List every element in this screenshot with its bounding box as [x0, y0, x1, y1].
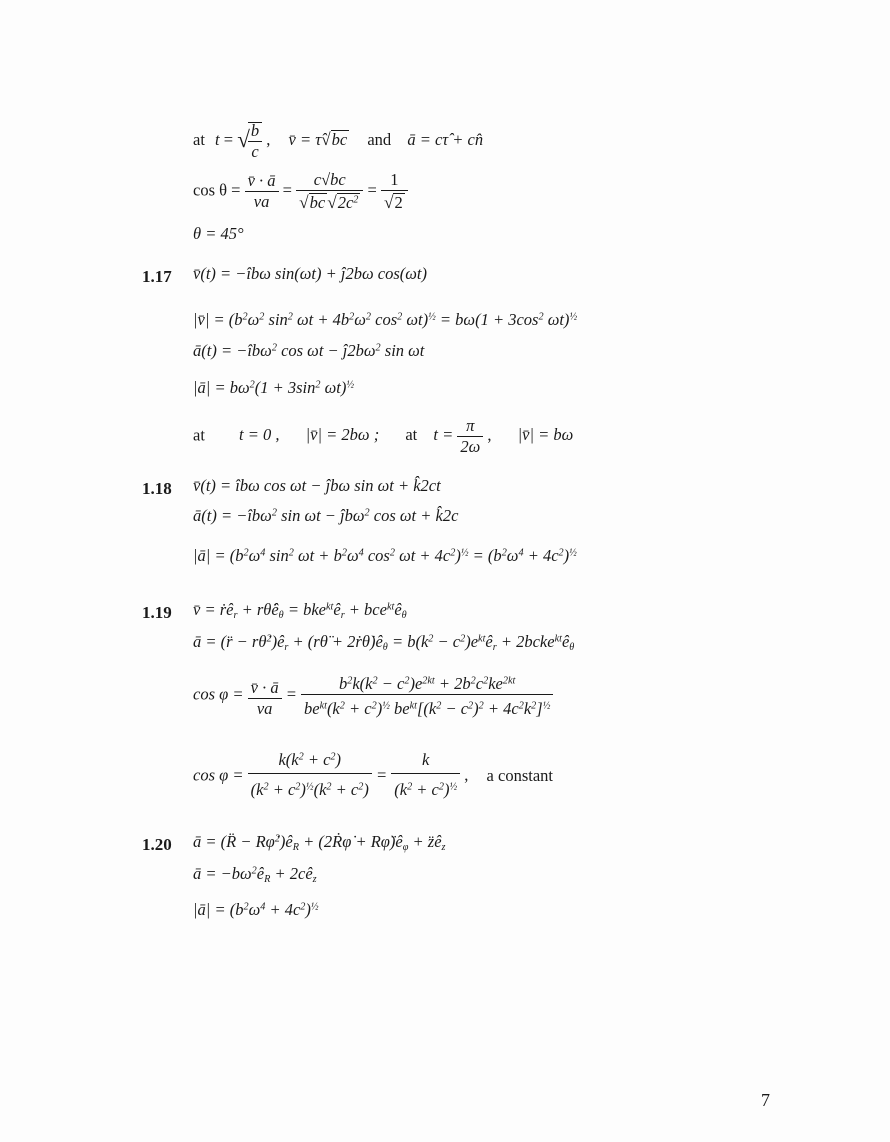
p20-acceleration: ā = $-b\omega^2ê_R$ + $2cê_z$	[193, 864, 317, 886]
p17-values: at t = 0 , |v̄| = 2bω ; at t = $\frac{\pi}{2\omega}$ , |v̄| = bω	[193, 416, 574, 456]
problem-number-1-18: 1.18	[142, 479, 172, 498]
accel-expression: ā = cτ̂ + cn̂	[407, 129, 484, 149]
problem-number-1-20: 1.20	[142, 835, 172, 854]
and-word: and	[367, 129, 392, 149]
p20-acceleration-general: ā = (R̈ − $R\varphi̇^2)ê_R$ + (2Ṙφ̇ + $R\varphï)ê_\varphi$ + $z̈ê_z$	[193, 832, 446, 854]
p18-acceleration: ā(t) = −îbω$^2$ sin ωt − ĵbω$^2$ cos ωt + k̂2c	[193, 506, 459, 525]
p18-accel-magnitude: |ā| = ($b^2\omega^4$ $\sin^2 \omega t + b^2\omega^4$ $\cos^2 \omega t + 4c^2)^{\frac{1}{2}} = (b^2\omega^4 + 4c^2)^{\frac{1}{2}}$	[193, 546, 577, 565]
page-number: 7	[761, 1090, 770, 1110]
p17-acceleration: ā(t) = −îbω$^2$ $\cos \omega t - ĵ2b\omega^2$ sin ωt	[193, 341, 425, 360]
problem-number-1-19: 1.19	[142, 603, 172, 622]
p20-accel-magnitude: |ā| = $(b^2\omega^4 + 4c^2)^{\frac{1}{2}}$	[193, 900, 319, 919]
top-line-1: at t = √ $\frac{b}{c}$ , v̄ = τ̂√bc and ā = cτ̂ + cn̂	[193, 121, 484, 161]
p19-acceleration: ā = (r̈ − $r\thetȧ^2)ê_r$ + (rθ̈ + $2ṙ\thetȧ)ê_\theta = b(k^2$ − $c^2)e^{kt}ê_r$ + $2bcke^{kt}ê_\theta$	[193, 632, 575, 654]
problem-number-1-17: 1.17	[142, 267, 172, 286]
p19-cos-phi-1: cos φ = $\frac{v̄ \cdot ā}{va}$ = $\frac{b^2k(k^2 - c^2)e^{2kt} + 2b^2c^2ke^{2kt}}{be^{kt}(k^2 + c^2)^{\frac{1}{2}} be^{kt}[(k^2 - c^2)^2 + 4c^2k^2]^{\frac{1}{2}}}$	[193, 676, 553, 717]
theta-result: θ = 45°	[193, 224, 244, 243]
cos-theta-equation: cos θ = $\frac{v̄ \cdot ā}{va}$ = $\frac{c√bc}{√bc √2c^2}$ = $\frac{1}{√2}$	[193, 172, 408, 211]
p17-speed: |v̄| = ($b^2\omega^2$ $\sin^2 \omega t + 4b^2\omega^2$ $\cos^2 \omega t)^{\frac{1}{2}} = b\omega(1 + 3\cos^2$ ωt)$^{\frac{1}{2}}$	[193, 310, 578, 329]
a-constant-text: a constant	[486, 765, 553, 785]
p19-velocity: v̄ = ṙê$_r$ + $r\thetȧê_\theta$ = $bke^{kt}ê_r$ + $bce^{kt}ê_\theta$	[193, 600, 407, 622]
p19-cos-phi-2: cos φ = $\frac{k(k^2 + c^2)}{(k^2 + c^2)^{\frac{1}{2}}(k^2 + c^2)}$ = $\frac{k}{(k^2 + c^2)^{\frac{1}{2}}}$ , a constant	[193, 750, 553, 799]
p18-velocity: v̄(t) = îbω cos ωt − ĵbω sin ωt + k̂2ct	[193, 476, 441, 495]
p17-accel-magnitude: |ā| = $b\omega^2(1 + 3\sin^2$ ωt)$^{\frac{1}{2}}$	[193, 378, 354, 397]
at-word: at	[193, 129, 205, 149]
p17-velocity: v̄(t) = −îbω sin(ωt) + ĵ2bω cos(ωt)	[193, 264, 427, 283]
